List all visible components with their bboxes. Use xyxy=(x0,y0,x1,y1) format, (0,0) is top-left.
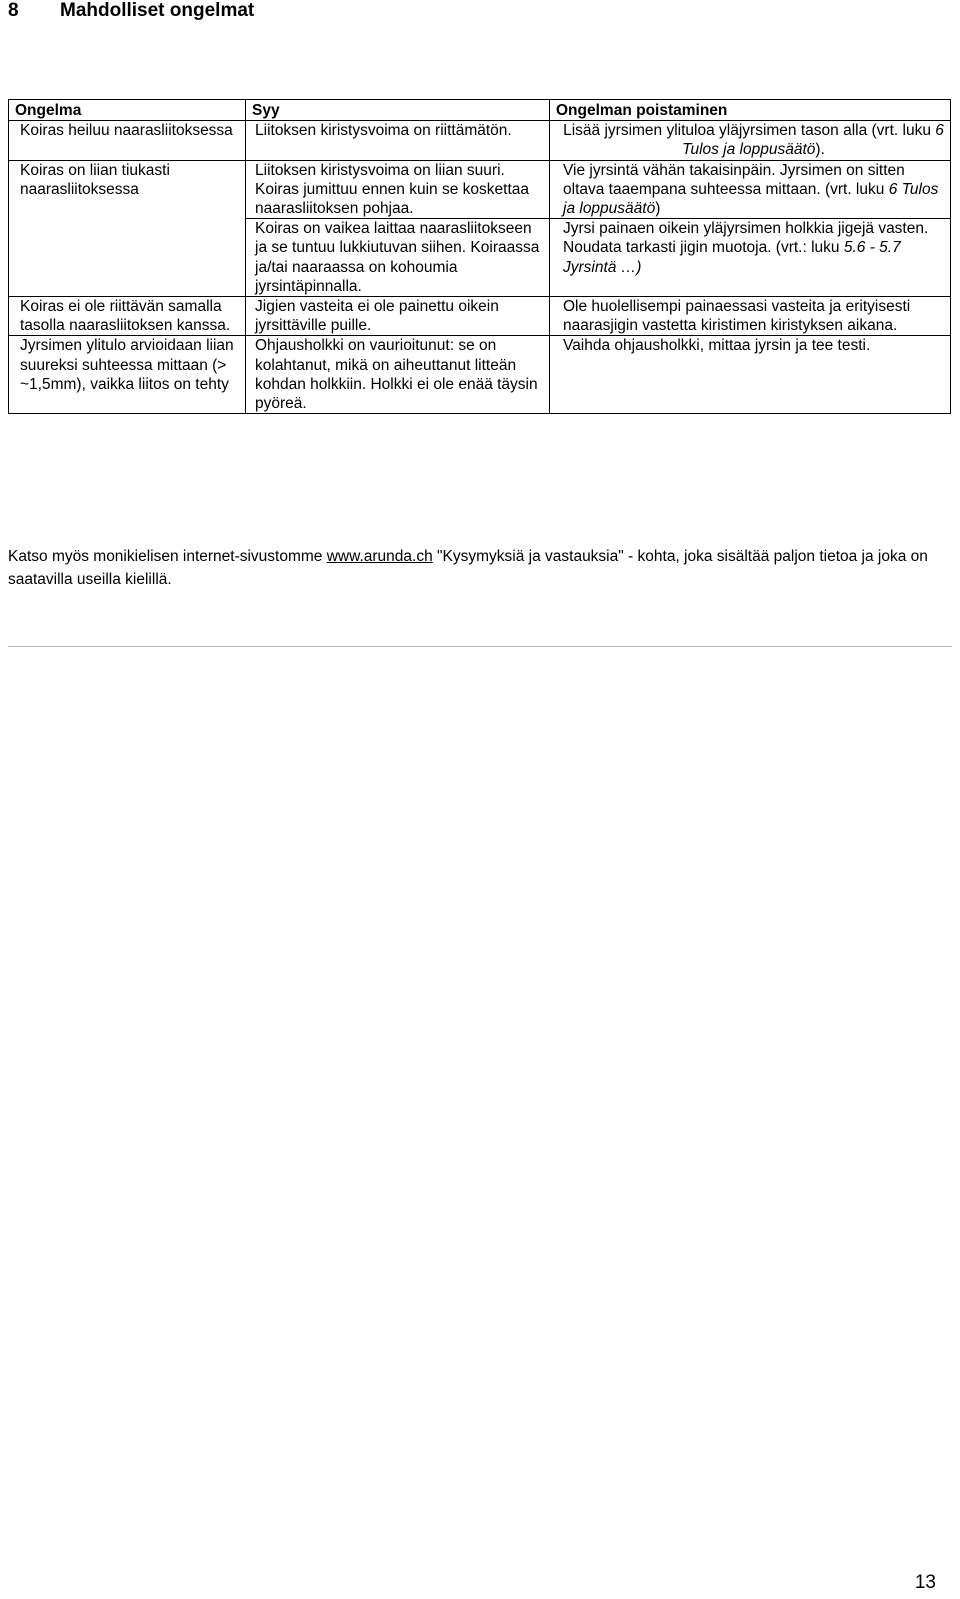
fix-cell xyxy=(550,121,951,160)
problem-cell: Koiras heiluu naarasliitoksessa xyxy=(9,121,246,160)
cause-cell: Liitoksen kiristysvoima on riittämätön. xyxy=(246,121,550,160)
fix-text-end: ) xyxy=(655,200,661,218)
website-link[interactable]: www.arunda.ch xyxy=(326,548,433,565)
divider xyxy=(8,646,952,647)
cause-cell: Jigien vasteita ei ole painettu oikein jyrsittäville puille. xyxy=(246,297,550,336)
table-header-row xyxy=(9,100,951,121)
troubleshooting-table xyxy=(8,99,951,414)
table-row xyxy=(9,336,951,414)
table-row xyxy=(9,297,951,336)
problem-cell: Koiras ei ole riittävän samalla tasolla naarasliitoksen kanssa. xyxy=(9,297,246,336)
fix-reference: 6 Tulos ja loppusäätö xyxy=(563,180,939,218)
fix-cell xyxy=(550,160,951,219)
cause-cell: Koiras on vaikea laittaa naarasliitokseen ja se tuntuu lukkiutuvan siihen. Koiraassa ja/tai naaraassa on kohoumia jyrsintäpinnalla. xyxy=(246,219,550,297)
problem-cell: Koiras on liian tiukasti naarasliitoksessa xyxy=(9,160,246,296)
fix-cell: Ole huolellisempi painaessasi vasteita ja erityisesti naarasjigin vastetta kiristimen kiristyksen aikana. xyxy=(550,297,951,336)
section-number: 8 xyxy=(8,0,19,21)
header-cause: Syy xyxy=(246,100,550,121)
table-row xyxy=(9,160,951,219)
page-number: 13 xyxy=(914,1572,936,1593)
problem-cell: Jyrsimen ylitulo arvioidaan liian suureksi suhteessa mittaan (> ~1,5mm), vaikka liitos on tehty xyxy=(9,336,246,414)
section-title: Mahdolliset ongelmat xyxy=(60,0,255,21)
table-row xyxy=(9,121,951,160)
fix-text: Vie jyrsintä vähän takaisinpäin. Jyrsimen on sitten oltava taaempana suhteessa mittaan. (vrt. luku xyxy=(563,161,905,198)
fix-text: Lisää jyrsimen ylituloa yläjyrsimen tason alla (vrt. luku xyxy=(563,122,936,140)
footnote xyxy=(8,545,953,591)
fix-text: Jyrsi painaen oikein yläjyrsimen holkkia jigejä vasten. Noudata tarkasti jigin muotoja. (vrt.: luku xyxy=(563,220,929,257)
header-problem: Ongelma xyxy=(9,100,246,121)
fix-reference: 5.6 - 5.7 Jyrsintä …) xyxy=(563,239,901,276)
fix-text-end: ). xyxy=(815,141,825,159)
fix-reference: 6 Tulos ja loppusäätö xyxy=(682,122,944,159)
footnote-text: Katso myös monikielisen internet-sivustomme xyxy=(8,548,327,565)
fix-cell xyxy=(550,219,951,297)
cause-cell: Liitoksen kiristysvoima on liian suuri. Koiras jumittuu ennen kuin se koskettaa naarasliitoksen pohjaa. xyxy=(246,160,550,219)
header-fix: Ongelman poistaminen xyxy=(550,100,951,121)
section-heading xyxy=(8,0,254,22)
cause-cell: Ohjausholkki on vaurioitunut: se on kolahtanut, mikä on aiheuttanut litteän kohdan holkkiin. Holkki ei ole enää täysin pyöreä. xyxy=(246,336,550,414)
footnote-text-end: "Kysymyksiä ja vastauksia" - kohta, joka sisältää paljon tietoa ja joka on saatavilla useilla kielillä. xyxy=(8,548,928,588)
fix-cell: Vaihda ohjausholkki, mittaa jyrsin ja tee testi. xyxy=(550,336,951,414)
